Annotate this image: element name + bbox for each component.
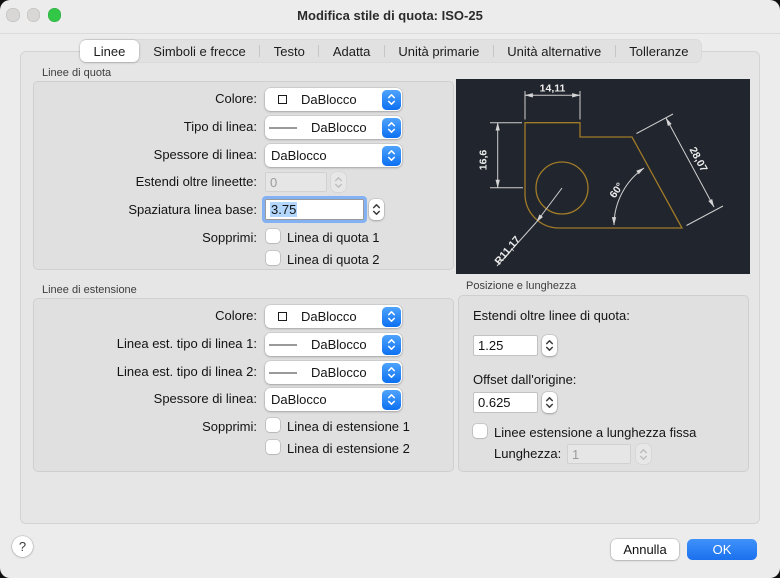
lunghezza-label: Lunghezza:: [494, 446, 562, 461]
lunghezza-value: 1: [572, 446, 580, 462]
ext-colore-label: Colore:: [215, 308, 257, 323]
spaziatura-linea-base-label: Spaziatura linea base:: [128, 202, 257, 217]
extend-beyond-dimlines-value: 1.25: [478, 338, 504, 353]
popup-chevrons-icon: [382, 363, 401, 383]
dim-text-left: 16,6: [477, 149, 490, 171]
offset-origine-label: Offset dall'origine:: [473, 372, 577, 387]
extend-beyond-dimlines-stepper[interactable]: [542, 335, 557, 356]
fixed-length-extlines-label: Linee estensione a lunghezza fissa: [494, 425, 697, 440]
part-outline: [525, 123, 682, 228]
extline-linetype1-value: DaBlocco: [311, 337, 367, 352]
title-bar: [0, 0, 780, 34]
linetype-sample-icon: [269, 372, 297, 374]
suppress-dimline2-checkbox[interactable]: [266, 251, 280, 265]
estendi-oltre-linee-label: Estendi oltre linee di quota:: [473, 308, 630, 323]
tab-adatta[interactable]: Adatta: [332, 43, 371, 59]
suppress-dimline1-checkbox[interactable]: [266, 229, 280, 243]
suppress-extline2-checkbox[interactable]: [266, 440, 280, 454]
suppress-dimline2-label: Linea di quota 2: [287, 252, 380, 267]
extend-beyond-ticks-input: [265, 172, 327, 192]
extend-beyond-ticks-value: 0: [270, 174, 278, 190]
estendi-oltre-lineette-label: Estendi oltre lineette:: [135, 174, 257, 189]
extend-beyond-ticks-stepper: [331, 172, 346, 192]
ext-spessore-label: Spessore di linea:: [153, 391, 257, 406]
offset-from-origin-value: 0.625: [478, 395, 511, 410]
popup-chevrons-icon: [382, 390, 401, 410]
suppress-extline1-label: Linea di estensione 1: [287, 419, 410, 434]
help-button[interactable]: [12, 536, 33, 557]
suppress-extline2-label: Linea di estensione 2: [287, 441, 410, 456]
tab-unita-alternative[interactable]: Unità alternative: [507, 43, 602, 59]
cancel-button-label: Annulla: [623, 542, 667, 557]
suppress-extline1-checkbox[interactable]: [266, 418, 280, 432]
dim-text-angle: 60°: [607, 180, 627, 201]
suppress-dimline1-label: Linea di quota 1: [287, 230, 380, 245]
linetype-sample-icon: [269, 127, 297, 129]
lunghezza-input: [567, 444, 631, 464]
section-title-posizione-e-lunghezza: Posizione e lunghezza: [466, 280, 577, 292]
fixed-length-extlines-checkbox[interactable]: [473, 424, 487, 438]
tab-tolleranze[interactable]: Tolleranze: [629, 43, 689, 59]
linetype-sample-icon: [269, 344, 297, 346]
popup-chevrons-icon: [382, 118, 401, 138]
ext-linetype1-label: Linea est. tipo di linea 1:: [116, 336, 257, 351]
preview-drawing: [456, 79, 750, 274]
extline-color-value: DaBlocco: [301, 309, 357, 324]
extline-color-select[interactable]: [265, 305, 402, 328]
extline-linetype2-select[interactable]: [265, 361, 402, 384]
ext-linetype2-label: Linea est. tipo di linea 2:: [116, 364, 257, 379]
ok-button-label: OK: [712, 542, 732, 557]
extline-lineweight-value: DaBlocco: [271, 392, 327, 407]
baseline-spacing-value: 3.75: [271, 202, 297, 217]
spessore-label: Spessore di linea:: [153, 147, 257, 162]
dim-text-top: 14,11: [539, 82, 566, 95]
color-swatch-icon: [278, 312, 287, 321]
extline-linetype2-value: DaBlocco: [311, 365, 367, 380]
tab-simboli-e-frecce[interactable]: Simboli e frecce: [153, 43, 246, 59]
tab-testo[interactable]: Testo: [273, 43, 305, 59]
dim-text-radius: R11,17: [492, 234, 524, 268]
ok-button[interactable]: [687, 539, 757, 560]
cancel-button[interactable]: [611, 539, 679, 560]
offset-from-origin-input[interactable]: [473, 392, 538, 413]
dimline-lineweight-select[interactable]: [265, 144, 402, 167]
dimline-linetype-select[interactable]: [265, 116, 402, 139]
baseline-spacing-input[interactable]: [265, 199, 364, 220]
offset-from-origin-stepper[interactable]: [542, 392, 557, 413]
popup-chevrons-icon: [382, 146, 401, 166]
color-swatch-icon: [278, 95, 287, 104]
section-title-linee-di-estensione: Linee di estensione: [42, 284, 137, 296]
lunghezza-stepper: [636, 444, 651, 464]
dim-text-diagonal: 28,07: [686, 145, 710, 174]
colore-label: Colore:: [215, 91, 257, 106]
popup-chevrons-icon: [382, 90, 401, 110]
ext-sopprimi-label: Sopprimi:: [202, 419, 257, 434]
tab-linee[interactable]: Linee: [80, 40, 139, 62]
extline-lineweight-select[interactable]: [265, 388, 402, 411]
baseline-spacing-stepper[interactable]: [369, 199, 384, 220]
dimension-style-preview: [456, 79, 750, 274]
dimline-color-select[interactable]: [265, 88, 402, 111]
extline-linetype1-select[interactable]: [265, 333, 402, 356]
section-title-linee-di-quota: Linee di quota: [42, 67, 112, 79]
dimline-color-value: DaBlocco: [301, 92, 357, 107]
question-mark-icon: ?: [18, 539, 27, 554]
tab-unita-primarie[interactable]: Unità primarie: [398, 43, 480, 59]
tipo-di-linea-label: Tipo di linea:: [183, 119, 257, 134]
popup-chevrons-icon: [382, 307, 401, 327]
tab-bar: [80, 39, 702, 63]
window-title: Modifica stile di quota: ISO-25: [297, 8, 483, 23]
dimline-lineweight-value: DaBlocco: [271, 148, 327, 163]
dimline-linetype-value: DaBlocco: [311, 120, 367, 135]
extend-beyond-dimlines-input[interactable]: [473, 335, 538, 356]
popup-chevrons-icon: [382, 335, 401, 355]
sopprimi-label: Sopprimi:: [202, 230, 257, 245]
